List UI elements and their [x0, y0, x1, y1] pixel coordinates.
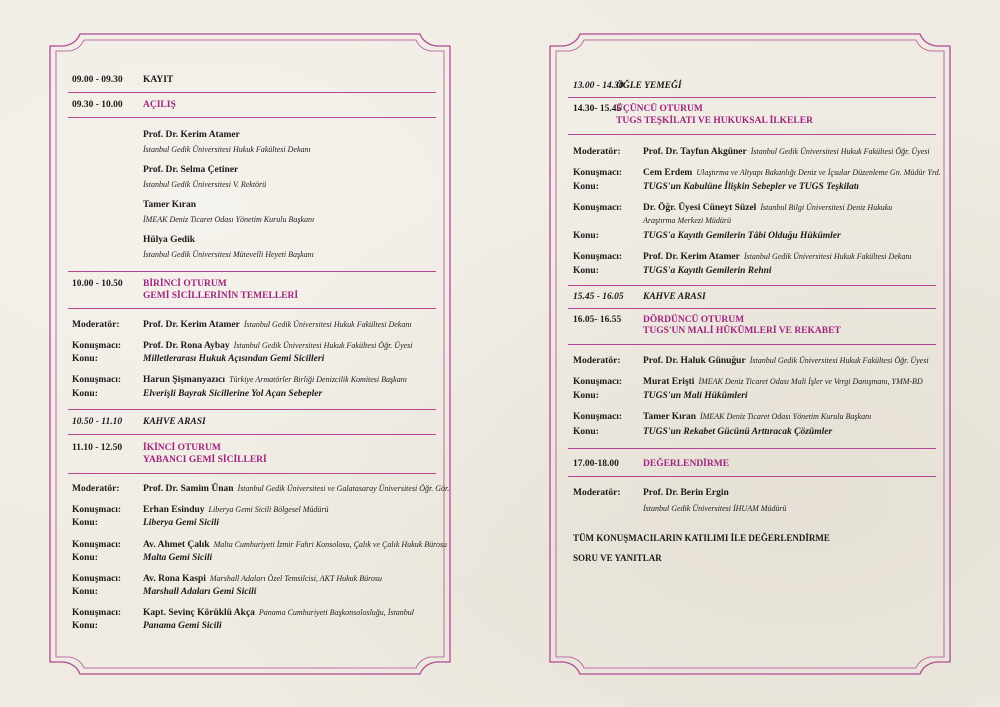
session-title: DÖRDÜNCÜ OTURUM — [643, 315, 745, 325]
speaker-affiliation: İMEAK Deniz Ticaret Odası Yönetim Kurulu Başkanı — [143, 215, 315, 224]
role-label: Konuşmacı: — [72, 505, 122, 515]
rule — [68, 271, 436, 272]
speaker-name: Hülya Gedik — [143, 235, 195, 245]
speaker-name: Prof. Dr. Selma Çetiner — [143, 165, 239, 175]
topic: TUGS'un Mali Hükümleri — [643, 391, 748, 401]
speaker-name: Harun Şişmanyazıcı Türkiye Armatörler Birliği Denizcilik Komitesi Başkanı — [143, 375, 407, 385]
speaker-name: Tamer Kıran İMEAK Deniz Ticaret Odası Yönetim Kurulu Başkanı — [643, 412, 872, 422]
role-label: Konu: — [573, 427, 599, 437]
speaker-name: Prof. Dr. Kerim Atamer İstanbul Gedik Üniversitesi Hukuk Fakültesi Dekanı — [643, 252, 912, 262]
session-time: 17.00-18.00 — [573, 459, 619, 469]
topic: TUGS'un Kabulüne İlişkin Sebepler ve TUGS Teşkilatı — [643, 182, 860, 192]
role-label: Konu: — [573, 391, 599, 401]
session-title: DEĞERLENDİRME — [643, 459, 730, 469]
speaker-name: Tamer Kıran — [143, 200, 197, 210]
rule — [568, 308, 936, 309]
role-label: Konu: — [72, 389, 98, 399]
session-title: KAYIT — [143, 75, 174, 85]
session-time: 09.30 - 10.00 — [72, 100, 123, 110]
speaker-name: Prof. Dr. Rona Aybay İstanbul Gedik Üniversitesi Hukuk Fakültesi Öğr. Üyesi — [143, 341, 413, 351]
role-label: Konuşmacı: — [573, 377, 623, 387]
speaker-name: Av. Ahmet Çalık Malta Cumhuriyeti İzmir Fahri Konsolosu, Çalık ve Çalık Hukuk Bürosu — [143, 540, 448, 550]
speaker-name: Murat Erişti İMEAK Deniz Ticaret Odası Mali İşler ve Vergi Danışmanı, YMM-BD — [643, 377, 923, 387]
session-title: BİRİNCİ OTURUM — [143, 279, 227, 289]
role-label: Moderatör: — [573, 488, 621, 498]
role-label: Konuşmacı: — [573, 203, 623, 213]
topic: Liberya Gemi Sicili — [143, 518, 219, 528]
closing-line: SORU VE YANITLAR — [573, 553, 662, 563]
role-label: Konuşmacı: — [573, 252, 623, 262]
speaker-affiliation: Araştırma Merkezi Müdürü — [643, 216, 731, 225]
session-subtitle: TUGS TEŞKİLATI VE HUKUKSAL İLKELER — [616, 116, 813, 126]
rule — [68, 117, 436, 118]
topic: TUGS'un Rekabet Gücünü Arttıracak Çözümler — [643, 427, 833, 437]
rule — [568, 285, 936, 286]
role-label: Moderatör: — [573, 356, 621, 366]
session-time: 13.00 - 14.30 — [573, 81, 624, 91]
role-label: Konu: — [72, 354, 98, 364]
rule — [568, 134, 936, 135]
topic: Malta Gemi Sicili — [143, 553, 213, 563]
session-title: KAHVE ARASI — [143, 417, 206, 427]
speaker-name: Prof. Dr. Kerim Atamer — [143, 130, 240, 140]
role-label: Konuşmacı: — [573, 168, 623, 178]
speaker-name: Av. Rona Kaspi Marshall Adaları Özel Temsilcisi, AKT Hukuk Bürosu — [143, 574, 383, 584]
session-title: ÖĞLE YEMEĞİ — [616, 81, 682, 91]
right-page — [500, 0, 1000, 707]
moderator-name: Prof. Dr. Berin Ergin — [643, 488, 729, 498]
session-subtitle: TUGS'UN MALİ HÜKÜMLERİ VE REKABET — [643, 326, 841, 336]
role-label: Konu: — [72, 587, 98, 597]
session-time: 10.00 - 10.50 — [72, 279, 123, 289]
topic: TUGS'a Kayıtlı Gemilerin Rehni — [643, 266, 772, 276]
session-time: 10.50 - 11.10 — [72, 417, 123, 427]
topic: Milletlerarası Hukuk Açısından Gemi Sicilleri — [143, 354, 325, 364]
role-label: Konuşmacı: — [72, 540, 122, 550]
topic: TUGS'a Kayıtlı Gemilerin Tâbi Olduğu Hükümler — [643, 231, 841, 241]
role-label: Moderatör: — [573, 147, 621, 157]
session-time: 11.10 - 12.50 — [72, 443, 123, 453]
role-label: Moderatör: — [72, 320, 120, 330]
speaker-name: Erhan Esinduy Liberya Gemi Sicili Bölgesel Müdürü — [143, 505, 329, 515]
session-title: KAHVE ARASI — [643, 292, 706, 302]
session-time: 09.00 - 09.30 — [72, 75, 123, 85]
role-label: Konuşmacı: — [72, 375, 122, 385]
rule — [568, 476, 936, 477]
role-label: Konu: — [72, 621, 98, 631]
speaker-name: Dr. Öğr. Üyesi Cüneyt Süzel İstanbul Bilgi Üniversitesi Deniz Hukuku — [643, 203, 893, 213]
session-time: 15.45 - 16.05 — [573, 292, 624, 302]
role-label: Konu: — [72, 518, 98, 528]
rule — [568, 448, 936, 449]
role-label: Konuşmacı: — [72, 574, 122, 584]
role-label: Konuşmacı: — [72, 608, 122, 618]
moderator-name: Prof. Dr. Kerim Atamer İstanbul Gedik Üniversitesi Hukuk Fakültesi Dekanı — [143, 320, 412, 330]
rule — [68, 409, 436, 410]
session-subtitle: GEMİ SİCİLLERİNİN TEMELLERİ — [143, 291, 299, 301]
speaker-affiliation: İstanbul Gedik Üniversitesi V. Rektörü — [143, 180, 267, 189]
rule — [68, 434, 436, 435]
topic: Panama Gemi Sicili — [143, 621, 222, 631]
moderator-name: Prof. Dr. Tayfun Akgüner İstanbul Gedik Üniversitesi Hukuk Fakültesi Öğr. Üyesi — [643, 147, 930, 157]
moderator-name: Prof. Dr. Haluk Günuğur İstanbul Gedik Üniversitesi Hukuk Fakültesi Öğr. Üyesi — [643, 356, 929, 366]
role-label: Konu: — [573, 231, 599, 241]
topic: Marshall Adaları Gemi Sicili — [143, 587, 257, 597]
role-label: Konuşmacı: — [573, 412, 623, 422]
speaker-affiliation: İstanbul Gedik Üniversitesi İHUAM Müdürü — [643, 504, 787, 513]
session-title: AÇILIŞ — [143, 100, 176, 110]
session-time: 16.05- 16.55 — [573, 315, 622, 325]
session-title: ÜÇÜNCÜ OTURUM — [616, 104, 703, 114]
role-label: Moderatör: — [72, 484, 120, 494]
speaker-name: Cem Erdem Ulaştırma ve Altyapı Bakanlığı Deniz ve İçsular Düzenleme Gn. Müdür Yrd. — [643, 168, 941, 178]
topic: Elverişli Bayrak Sicillerine Yol Açan Sebepler — [143, 389, 323, 399]
role-label: Konu: — [573, 182, 599, 192]
closing-line: TÜM KONUŞMACILARIN KATILIMI İLE DEĞERLENDİRME — [573, 533, 830, 543]
session-time: 14.30- 15.45 — [573, 104, 622, 114]
rule — [568, 97, 936, 98]
speaker-name: Kapt. Sevinç Körüklü Akça Panama Cumhuriyeti Başkonsolosluğu, İstanbul — [143, 608, 415, 618]
rule — [68, 92, 436, 93]
rule — [68, 473, 436, 474]
role-label: Konu: — [573, 266, 599, 276]
session-title: İKİNCİ OTURUM — [143, 443, 221, 453]
session-subtitle: YABANCI GEMİ SİCİLLERİ — [143, 455, 267, 465]
rule — [568, 344, 936, 345]
rule — [68, 308, 436, 309]
speaker-affiliation: İstanbul Gedik Üniversitesi Mütevelli Heyeti Başkanı — [143, 250, 314, 259]
speaker-affiliation: İstanbul Gedik Üniversitesi Hukuk Fakültesi Dekanı — [143, 145, 311, 154]
role-label: Konu: — [72, 553, 98, 563]
moderator-name: Prof. Dr. Samim Ünan İstanbul Gedik Üniversitesi ve Galatasaray Üniversitesi Öğr. Gör. — [143, 484, 450, 494]
role-label: Konuşmacı: — [72, 341, 122, 351]
